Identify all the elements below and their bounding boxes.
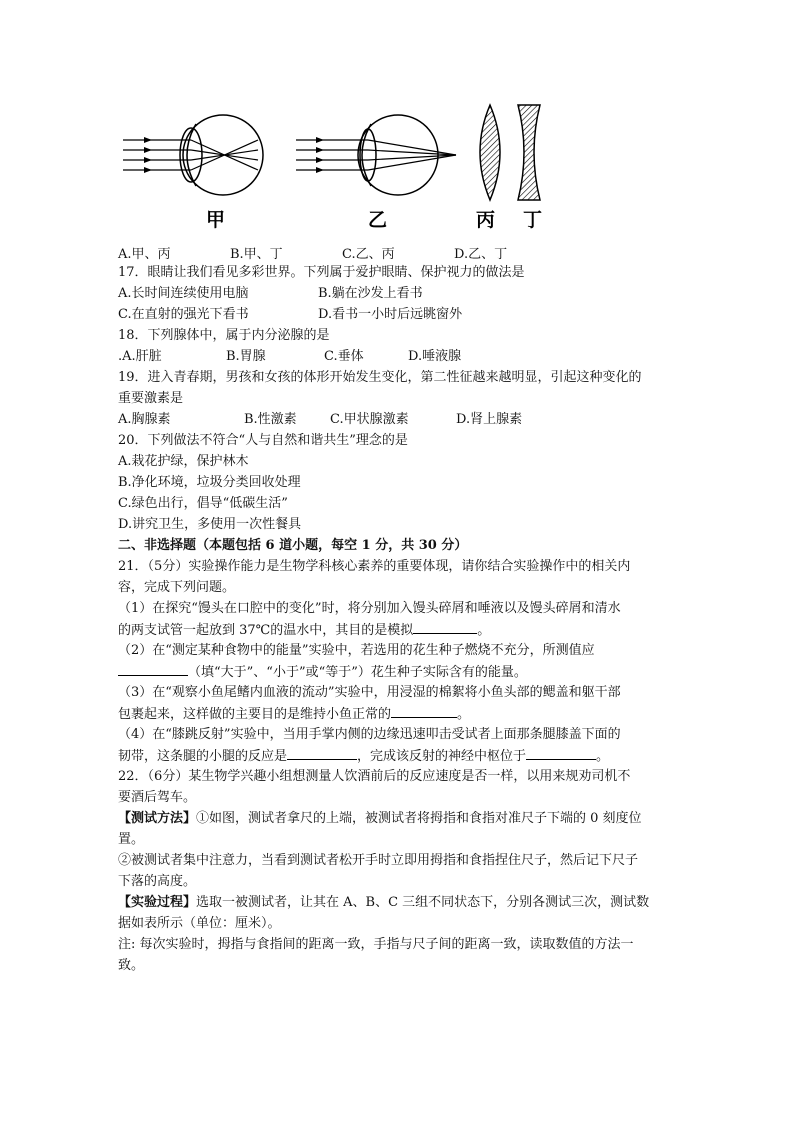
q18-stem: 18．下列腺体中，属于内分泌腺的是 [118, 328, 330, 343]
section-2-title: 二、非选择题（本题包括 6 道小题，每空 1 分，共 30 分） [118, 538, 468, 553]
q21-part3-line2 [118, 703, 678, 724]
q22-stem-line1: 22．（6分）某生物学兴趣小组想测量人饮酒前后的反应速度是否一样，以用来规劝司机不 [118, 769, 631, 784]
eye-lens-figure [118, 100, 558, 240]
q17-option-c: C.在直射的强光下看书 [118, 307, 249, 322]
q21-part2-line2 [118, 661, 678, 682]
q17-stem: 17．眼睛让我们看见多彩世界。下列属于爱护眼睛、保护视力的做法是 [118, 265, 525, 280]
q21-part4-blank2[interactable] [526, 745, 596, 760]
q21-part1-text: 的两支试管一起放到 37℃的温水中，其目的是模拟 [118, 623, 414, 638]
q17-option-a: A.长时间连续使用电脑 [118, 286, 249, 301]
q22-process-heading: 【实验过程】 [118, 895, 197, 910]
q22-note-line1: 注: 每次实验时，拇指与食指间的距离一致，手指与尺子间的距离一致，读取数值的方法一 [118, 937, 634, 952]
q16-option-a: A.甲、丙 [118, 247, 171, 262]
convex-lens-icon [480, 105, 500, 200]
q16-option-d: D.乙、丁 [454, 247, 508, 262]
q19-option-d: D.肾上腺素 [456, 412, 523, 427]
q17-options-row1 [118, 283, 678, 304]
q22-note-line2: 致。 [118, 958, 145, 973]
q22-method-line1 [118, 808, 678, 829]
q20-option-a: A.栽花护绿，保护林木 [118, 454, 249, 469]
figure-label-ding: 丁 [523, 209, 543, 231]
q18-options [118, 346, 678, 367]
q22-process-line1 [118, 892, 678, 913]
q17-option-b: B.躺在沙发上看书 [318, 286, 423, 301]
q21-stem-line1: 21．（5分）实验操作能力是生物学科核心素养的重要体现，请你结合实验操作中的相关内 [118, 559, 631, 574]
q17-options-row2 [118, 304, 678, 325]
eye-yi-icon [296, 115, 456, 195]
q21-stem-line2: 容，完成下列问题。 [118, 580, 236, 595]
concave-lens-icon [518, 105, 540, 200]
figure-label-jia: 甲 [206, 209, 226, 231]
q21-part4-end: 。 [596, 749, 610, 764]
q19-stem-line1: 19．进入青春期，男孩和女孩的体形开始发生变化，第二性征越来越明显，引起这种变化的 [118, 370, 642, 385]
q19-option-c: C.甲状腺激素 [330, 412, 409, 427]
figure-label-yi: 乙 [368, 209, 388, 231]
q21-part3-line1: （3）在“观察小鱼尾鳍内血液的流动”实验中，用浸湿的棉絮将小鱼头部的鳃盖和躯干部 [118, 685, 621, 700]
q21-part1-line1: （1）在探究“馒头在口腔中的变化”时，将分别加入馒头碎屑和唾液以及馒头碎屑和清水 [118, 601, 621, 616]
q19-option-a: A.胸腺素 [118, 412, 171, 427]
q20-option-d: D.讲究卫生，多使用一次性餐具 [118, 517, 302, 532]
q19-option-b: B.性激素 [244, 412, 297, 427]
q22-method-text: ①如图，测试者拿尺的上端，被测试者将拇指和食指对准尺子下端的 0 刻度位 [196, 811, 642, 826]
q21-part4-blank1[interactable] [287, 745, 357, 760]
q21-part3-blank[interactable] [391, 703, 457, 718]
q16-option-c: C.乙、丙 [342, 247, 395, 262]
eye-lens-diagram [118, 100, 558, 210]
q19-stem-line2: 重要激素是 [118, 391, 184, 406]
q17-option-d: D.看书一小时后远眺窗外 [318, 307, 463, 322]
q16-options [118, 243, 507, 262]
q18-option-d: D.唾液腺 [408, 349, 462, 364]
q22-method2-line1: ②被测试者集中注意力，当看到测试者松开手时立即用拇指和食指捏住尺子，然后记下尺子 [118, 853, 639, 868]
q20-option-c: C.绿色出行，倡导“低碳生活” [118, 496, 288, 511]
q21-part2-line1: （2）在“测定某种食物中的能量”实验中，若选用的花生种子燃烧不充分，所测值应 [118, 643, 595, 658]
q21-part3-text: 包裹起来，这样做的主要目的是维持小鱼正常的 [118, 707, 392, 722]
q20-stem: 20．下列做法不符合“人与自然和谐共生”理念的是 [118, 433, 408, 448]
q22-method2-line2: 下落的高度。 [118, 874, 197, 889]
q18-option-a: .A.肝脏 [118, 349, 162, 364]
q21-part4-text2: ，完成该反射的神经中枢位于 [357, 749, 527, 764]
q21-part1-end: 。 [477, 623, 491, 638]
q21-part2-text: （填“大于”、“小于”或“等于”）花生种子实际含有的能量。 [188, 665, 527, 680]
q21-part4-text1: 韧带，这条腿的小腿的反应是 [118, 749, 288, 764]
q22-process-line2: 据如表所示（单位：厘米）。 [118, 916, 281, 931]
q19-options [118, 409, 678, 430]
q20-option-b: B.净化环境，垃圾分类回收处理 [118, 475, 301, 490]
figure-label-bing: 丙 [476, 209, 496, 231]
q22-stem-line2: 要酒后驾车。 [118, 790, 197, 805]
q21-part1-line2 [118, 619, 678, 640]
q21-part3-end: 。 [457, 707, 471, 722]
q22-method-line2: 置。 [118, 832, 145, 847]
q18-option-b: B.胃腺 [226, 349, 266, 364]
eye-jia-icon [123, 115, 263, 195]
q21-part2-blank[interactable] [118, 661, 188, 676]
q22-method-heading: 【测试方法】 [118, 811, 197, 826]
q21-part4-line2 [118, 745, 678, 766]
q18-option-c: C.垂体 [324, 349, 364, 364]
questions-body [118, 262, 678, 976]
q21-part1-blank[interactable] [413, 619, 477, 634]
q16-option-b: B.甲、丁 [230, 247, 283, 262]
q21-part4-line1: （4）在“膝跳反射”实验中，当用手掌内侧的边缘迅速叩击受试者上面那条腿膝盖下面的 [118, 727, 621, 742]
q22-process-text: 选取一被测试者，让其在 A、B、C 三组不同状态下，分别各测试三次，测试数 [196, 895, 650, 910]
